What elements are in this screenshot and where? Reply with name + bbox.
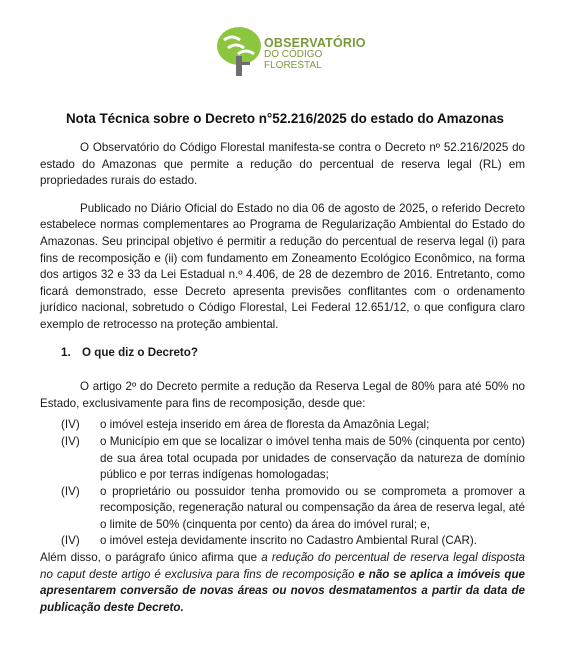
section-number: 1. [61,345,71,359]
list-item-number: (IV) [61,534,80,548]
paragraph-sole [40,550,525,616]
sole-bold-italic: e não se aplica a imóveis que apresentarem conversão de novas áreas ou novos desmatamentos a partir da data de publicação deste Decreto. [40,567,526,614]
list-item-number: (IV) [61,484,80,498]
list-item-text: o imóvel esteja inserido em área de floresta da Amazônia Legal; [100,418,430,432]
list-item-text: o imóvel esteja devidamente inscrito no Cadastro Ambiental Rural (CAR). [100,534,477,548]
sole-intro: Além disso, o parágrafo único afirma que [40,551,262,565]
paragraph-publication: Publicado no Diário Oficial do Estado no dia 06 de agosto de 2025, o referido Decreto estabelece normas complementares ao Programa de Regularização Ambiental do Estado do Amazonas. Seu principal objetivo é permitir a redução do percentual de reserva legal (i) para fins de recomposição e (ii) com fundamento em Zoneamento Ecológico Econômico, na forma dos artigos 32 e 33 da Lei Estadual n.º 4.406, de 28 de dezembro de 2016. Entretanto, como ficará demonstrado, esse Decreto apresenta previsões conflitantes com o ordenamento jurídico nacional, sobretudo o Código Florestal, Lei Federal 12.651/12, o que configura claro exemplo de retrocesso na proteção ambiental. [40,201,525,331]
list-item-text: o Município em que se localizar o imóvel tenha mais de 50% (cinquenta por cento) de sua área total ocupada por unidades de conservação da natureza de domínio público e por terras indígenas homologadas; [100,434,525,482]
list-item [40,434,525,484]
list-item-number: (IV) [61,418,80,432]
document-title: Nota Técnica sobre o Decreto n°52.216/2025 do estado do Amazonas [66,111,504,126]
document-body [40,140,525,616]
tree-logo-icon [214,26,264,80]
list-item-text: o proprietário ou possuidor tenha promovido ou se comprometa a promover a recomposição, regeneração natural ou compensação da área de reserva legal, até o limite de 50% (cinquenta por cento) da área do imóvel rural; e, [100,484,525,531]
section-title: O que diz o Decreto? [82,345,198,359]
logo-line-2: DO CÓDIGO [264,49,323,60]
logo-line-3: FLORESTAL [264,60,322,71]
sole-italic: a redução do percentual de reserva legal disposta no caput deste artigo é exclusiva para fins de recomposição [40,551,525,581]
section-heading [40,345,525,362]
list-item [40,533,525,550]
list-item-number: (IV) [61,434,80,448]
list-item [40,484,525,534]
paragraph-article: O artigo 2º do Decreto permite a redução da Reserva Legal de 80% para até 50% no Estado, exclusivamente para fins de recomposição, desde que: [40,380,525,410]
logo-text [264,37,366,71]
logo-line-1: OBSERVATÓRIO [264,36,366,50]
paragraph-intro: O Observatório do Código Florestal manifesta-se contra o Decreto nº 52.216/2025 do estado do Amazonas que permite a redução do percentual de reserva legal (RL) em propriedades rurais do estado. [40,141,525,188]
list-item [40,417,525,434]
conditions-list [40,417,525,550]
